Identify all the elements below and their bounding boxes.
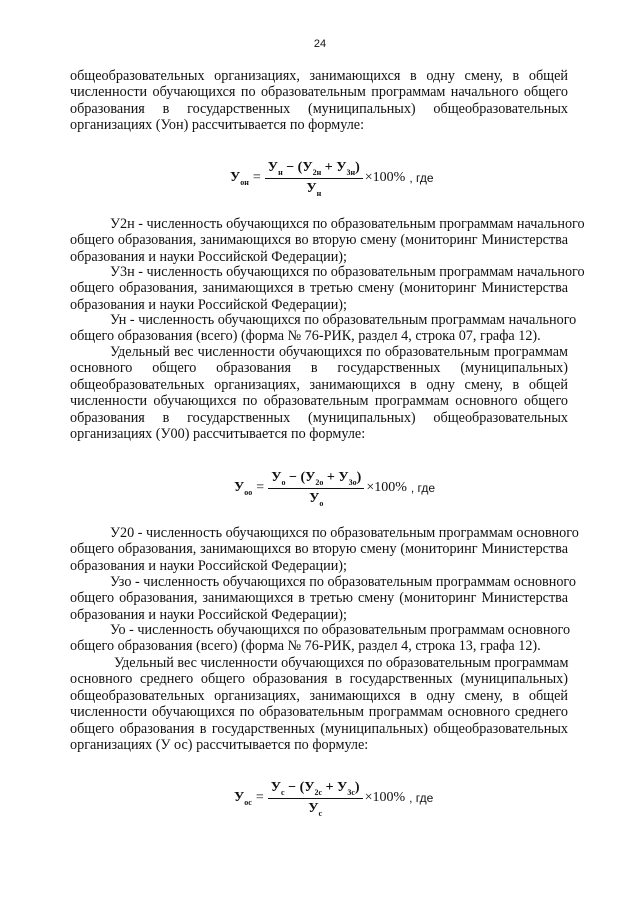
paragraph-secondary-general — [70, 655, 568, 753]
formula-denominator: $У_с$ — [308, 800, 323, 818]
text-line: численности обучающихся по образовательным программам начального общего — [70, 84, 568, 101]
formula-where: , где — [409, 171, 434, 185]
text-line: образования в государственных (муниципальных) общеобразовательных — [70, 100, 568, 117]
text-line: численности обучающихся по образовательным программам основного общего — [70, 393, 568, 410]
text-line: общеобразовательных организациях, занимающихся в одну смену, в общей — [70, 376, 568, 393]
text-line: основного общего образования в государственных (муниципальных) — [70, 360, 568, 377]
formula-fraction — [265, 160, 363, 197]
formula-where: , где — [409, 791, 434, 805]
text-line: организациях (У00) рассчитывается по формуле: — [70, 426, 366, 443]
text-line: У2н - численность обучающихся по образовательным программам начального — [110, 216, 585, 232]
text-line: общего образования, занимающихся во вторую смену (мониторинг Министерства — [70, 232, 568, 249]
text-line: общеобразовательных организациях, занимающихся в одну смену, в общей — [70, 68, 568, 84]
text-line: организациях (Уон) рассчитывается по формуле: — [70, 117, 365, 134]
text-line: образования и науки Российской Федерации); — [70, 296, 347, 313]
definition-uo — [70, 622, 571, 655]
text-line: общего образования (всего) (форма № 76-РИК, раздел 4, строка 13, графа 12). — [70, 638, 541, 655]
paragraph-intro — [70, 68, 568, 134]
text-line: общего образования, занимающихся в третью смену (мониторинг Министерства — [70, 280, 568, 297]
formula-fraction — [268, 470, 364, 507]
text-line: образования в государственных (муниципальных) общеобразовательных — [70, 409, 568, 426]
formula-lhs: $У_{оо}$ — [234, 480, 253, 497]
text-line: У3н - численность обучающихся по образовательным программам начального — [110, 264, 585, 280]
formula-multiplier: ×100% — [366, 480, 407, 495]
definition-u2n — [70, 216, 585, 265]
formula-uos: $У_{ос}$ = $\frac{У_с - (У_{2с} + У_{3с})}{У_с}$ ×100% , где — [234, 779, 434, 818]
definition-un — [70, 312, 577, 345]
definition-u3o — [70, 574, 576, 623]
text-line: У20 - численность обучающихся по образовательным программам основного — [110, 525, 579, 541]
text-line: общего образования (всего) (форма № 76-РИК, раздел 4, строка 07, графа 12). — [70, 328, 541, 345]
formula-where: , где — [410, 481, 436, 495]
definition-u2o — [70, 525, 579, 574]
text-line: общего образования в государственных (муниципальных) общеобразовательных — [70, 720, 568, 737]
formula-numerator: $У_с - (У_{2с} + У_{3с})$ — [268, 780, 363, 799]
text-line: Ун - численность обучающихся по образовательным программам начального — [110, 312, 577, 328]
formula-multiplier: ×100% — [364, 170, 406, 185]
text-line: Удельный вес численности обучающихся по образовательным программам — [114, 655, 569, 671]
text-line: Удельный вес численности обучающихся по образовательным программам — [110, 344, 568, 360]
text-line: основного среднего общего образования в государственных (муниципальных) — [70, 671, 568, 688]
text-line: Узо - численность обучающихся по образовательным программам основного — [110, 574, 576, 590]
page-number: 24 — [313, 38, 327, 50]
paragraph-basic-general — [70, 344, 568, 442]
text-line: образования и науки Российской Федерации); — [70, 557, 347, 574]
text-line: образования и науки Российской Федерации); — [70, 248, 347, 265]
text-line: общего образования, занимающихся в третью смену (мониторинг Министерства — [70, 590, 568, 607]
formula-uon: $У_{он}$ = $\frac{У_н - (У_{2н} + У_{3н})}{У_н}$ ×100% , где — [230, 159, 434, 198]
text-line: общего образования, занимающихся во вторую смену (мониторинг Министерства — [70, 541, 568, 558]
formula-fraction — [268, 780, 363, 817]
formula-denominator: $У_н$ — [306, 180, 322, 198]
formula-numerator: $У_о - (У_{2о} + У_{3о})$ — [268, 470, 364, 489]
formula-denominator: $У_о$ — [309, 490, 324, 508]
text-line: организациях (У ос) рассчитывается по формуле: — [70, 737, 369, 754]
definition-u3n — [70, 264, 585, 313]
formula-uoo: $У_{оо}$ = $\frac{У_о - (У_{2о} + У_{3о})}{У_о}$ ×100% , где — [234, 469, 436, 508]
formula-multiplier: ×100% — [364, 790, 406, 805]
text-line: общеобразовательных организациях, занимающихся в одну смену, в общей — [70, 687, 568, 704]
text-line: образования и науки Российской Федерации); — [70, 606, 347, 623]
text-line: Уо - численность обучающихся по образовательным программам основного — [110, 622, 571, 638]
formula-lhs: $У_{ос}$ — [234, 790, 252, 807]
formula-lhs: $У_{он}$ — [230, 170, 249, 187]
formula-numerator: $У_н - (У_{2н} + У_{3н})$ — [265, 160, 363, 179]
text-line: численности обучающихся по образовательным программам основного среднего — [70, 704, 568, 721]
